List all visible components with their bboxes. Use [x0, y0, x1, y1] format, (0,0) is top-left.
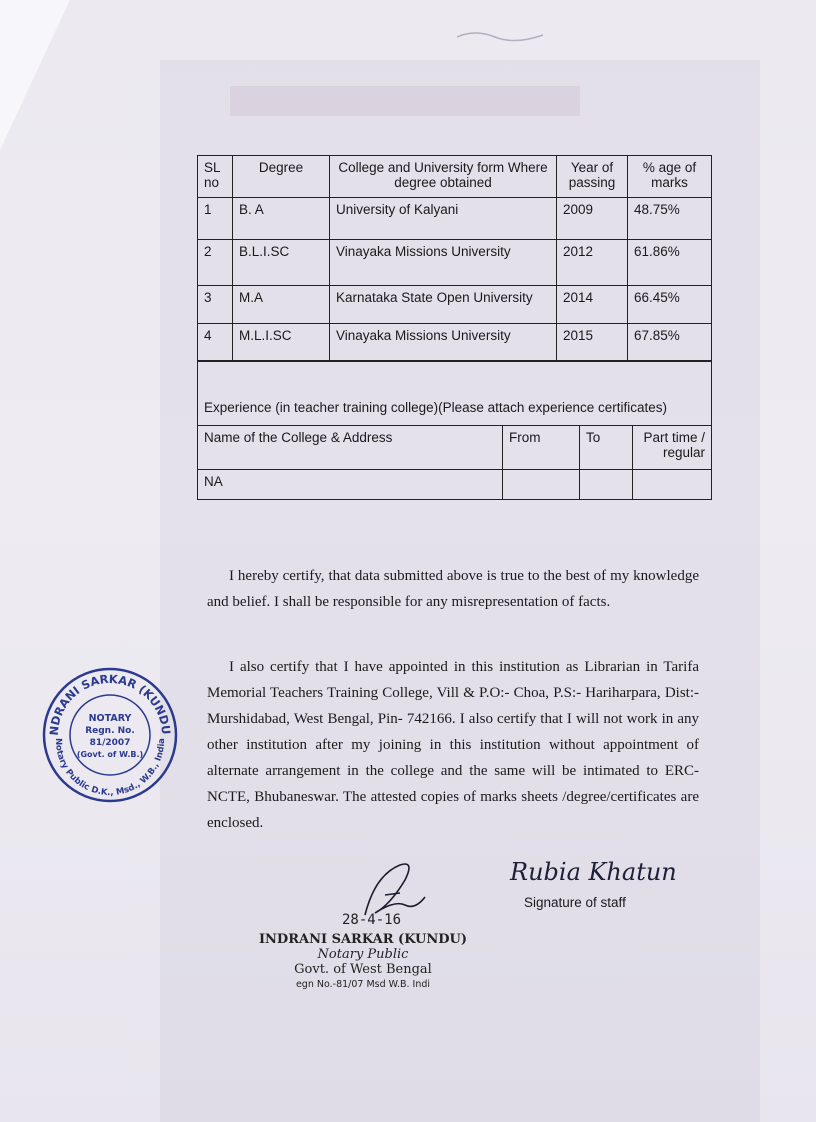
paragraph-text: I also certify that I have appointed in this institution as Librarian in Tarifa Memorial Teachers Training College, Vill & P.O:- Choa, P.S:- Hariharpara, Dist:- Murshidabad, West Bengal, Pin- 742166. I also certify that I will not work in any other institution after my joining in this institution without appointment of alternate arrangement in the college and the same will be intimated to ERC-NCTE, Bhubaneswar. The attested copies of marks sheets /degree/certificates are enclosed. — [207, 659, 699, 831]
notary-stamp-block — [258, 932, 468, 992]
cell-degree: M.A — [233, 286, 330, 324]
cell-college: Vinayaka Missions University — [330, 240, 557, 286]
header-college-address: Name of the College & Address — [198, 426, 503, 470]
seal-ring-top: NDRANI SARKAR (KUNDU — [46, 671, 174, 736]
header-college: College and University form Where degree obtained — [330, 156, 557, 198]
cell-sl: 1 — [198, 198, 233, 240]
table-header-row — [198, 156, 712, 198]
seal-center-line-3: 81/2007 — [89, 738, 131, 748]
signature-caption: Signature of staff — [524, 895, 626, 910]
table-row — [198, 286, 712, 324]
header-from: From — [503, 426, 580, 470]
cell-year: 2009 — [557, 198, 628, 240]
cell-college-address: NA — [198, 470, 503, 500]
paragraph-text: I hereby certify, that data submitted above is true to the best of my knowledge and belief. I shall be responsible for any misrepresentation of facts. — [207, 568, 699, 610]
notary-name: INDRANI SARKAR (KUNDU) — [258, 932, 468, 947]
cell-sl: 4 — [198, 324, 233, 362]
cell-degree: B. A — [233, 198, 330, 240]
header-to: To — [580, 426, 633, 470]
cell-college: Vinayaka Missions University — [330, 324, 557, 362]
certification-paragraph-2 — [207, 654, 699, 836]
cell-sl: 2 — [198, 240, 233, 286]
cell-year: 2014 — [557, 286, 628, 324]
cell-year: 2012 — [557, 240, 628, 286]
cell-sl: 3 — [198, 286, 233, 324]
header-year: Year of passing — [557, 156, 628, 198]
notary-govt: Govt. of West Bengal — [294, 962, 432, 977]
cell-degree: B.L.I.SC — [233, 240, 330, 286]
notary-seal — [40, 665, 180, 805]
background-stamp-watermark — [230, 80, 590, 124]
certification-paragraph-1 — [207, 563, 699, 615]
cell-type — [633, 470, 712, 500]
experience-header-row — [198, 426, 712, 470]
table-row — [198, 198, 712, 240]
table-row — [198, 240, 712, 286]
cell-college: Karnataka State Open University — [330, 286, 557, 324]
cell-to — [580, 470, 633, 500]
cell-marks: 66.45% — [628, 286, 712, 324]
seal-center-line-2: Regn. No. — [85, 726, 135, 736]
top-handwritten-mark — [455, 25, 545, 49]
notary-date: 28-4-16 — [342, 912, 402, 928]
table-row — [198, 470, 712, 500]
page-corner-fold — [0, 0, 70, 150]
notary-regn: egn No.-81/07 Msd W.B. Indi — [295, 979, 431, 990]
header-part-time-regular: Part time / regular — [633, 426, 712, 470]
cell-marks: 61.86% — [628, 240, 712, 286]
header-degree: Degree — [233, 156, 330, 198]
table-row — [198, 324, 712, 362]
seal-center-line-1: NOTARY — [88, 713, 132, 724]
staff-signature: Rubia Khatun — [510, 858, 677, 886]
cell-degree: M.L.I.SC — [233, 324, 330, 362]
notary-title: Notary Public — [317, 947, 409, 962]
cell-year: 2015 — [557, 324, 628, 362]
cell-from — [503, 470, 580, 500]
seal-center-line-4: (Govt. of W.B.) — [76, 750, 144, 759]
cell-marks: 67.85% — [628, 324, 712, 362]
cell-marks: 48.75% — [628, 198, 712, 240]
cell-college: University of Kalyani — [330, 198, 557, 240]
experience-banner: Experience (in teacher training college)(Please attach experience certificates) — [198, 361, 712, 426]
header-sl: SL no — [198, 156, 233, 198]
experience-table — [197, 360, 712, 500]
qualification-table — [197, 155, 712, 362]
experience-banner-row — [198, 361, 712, 426]
header-marks: % age of marks — [628, 156, 712, 198]
seal-ring-bottom: Notary Public D.K., Msd., W.B., India — [52, 738, 168, 799]
